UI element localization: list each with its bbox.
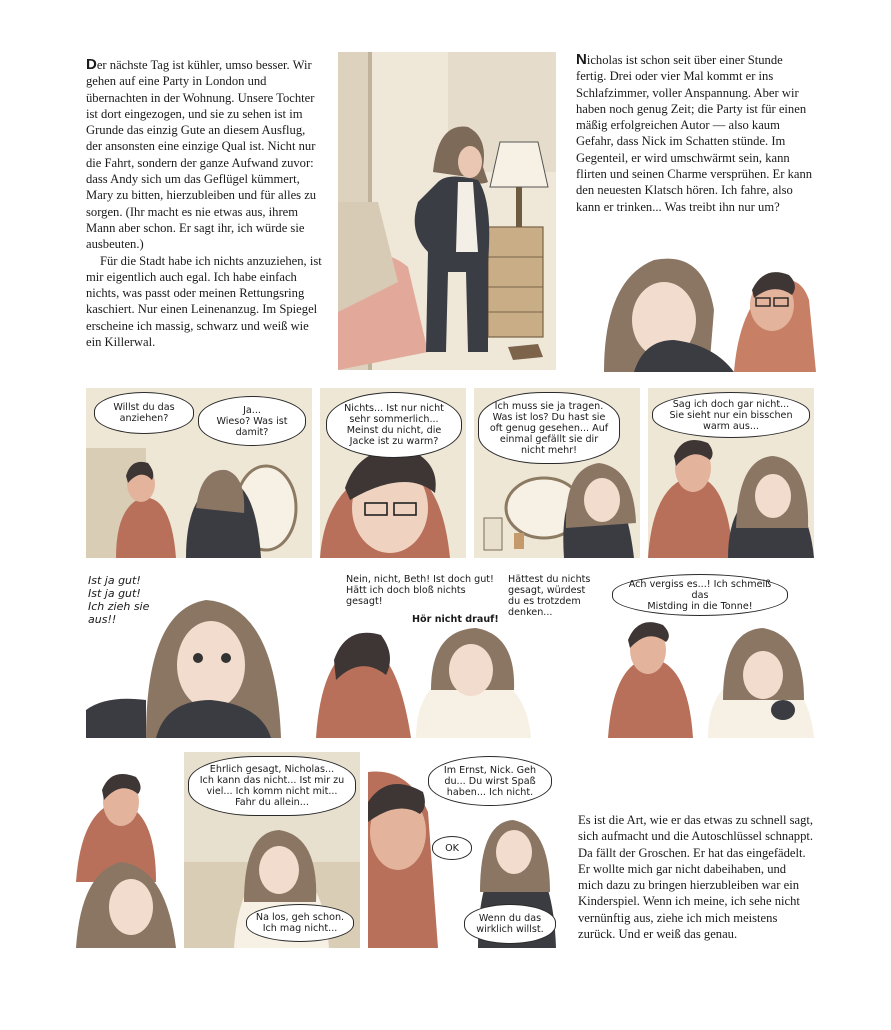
panel-bedroom — [338, 52, 556, 370]
panel-row3-3 — [608, 570, 814, 738]
speech-bubble-3: Nichts... Ist nur nicht sehr sommerlich... Meinst du nicht, die Jacke ist zu warm? — [326, 392, 462, 458]
speech-bubble-11: Ehrlich gesagt, Nicholas... Ich kann das nicht... Ist mir zu viel... Ich komm nicht mit... Fahr du allein... — [188, 756, 356, 816]
speech-bubble-1: Willst du das anziehen? — [94, 392, 194, 434]
prose-right — [576, 52, 814, 215]
panel-row2-2 — [320, 388, 466, 558]
panel-row2-4 — [648, 388, 814, 558]
speech-bubble-14: OK — [432, 836, 472, 860]
shout-text-1: Ist ja gut! Ist ja gut! Ich zieh sie aus!! — [88, 574, 150, 626]
speech-bubble-12: Na los, geh schon. Ich mag nicht... — [246, 904, 354, 942]
panel-row2-3 — [474, 388, 640, 558]
speech-bubble-15: Wenn du das wirklich willst. — [464, 904, 556, 944]
speech-text-8: Hör nicht drauf! — [412, 614, 499, 625]
speech-bubble-2: Ja... Wieso? Was ist damit? — [198, 396, 306, 446]
speech-text-7: Nein, nicht, Beth! Ist doch gut! Hätt ich doch bloß nichts gesagt! — [346, 574, 494, 607]
speech-bubble-4: Ich muss sie ja tragen. Was ist los? Du hast sie oft genug gesehen... Auf einmal gefällt sie dir nicht mehr! — [478, 392, 620, 464]
panel-row3-1 — [86, 570, 302, 738]
prose-left-para1: Der nächste Tag ist kühler, umso besser. Wir gehen auf eine Party in London und übernachten in der Wohnung. Unsere Tochter ist dort eingezogen, und sie zu sehen ist im Grunde das einzig Gute an diesem Ausflug, der ansonsten eine einzige Qual ist. Nicht nur die Fahrt, sondern der ganze Aufwand zuvor: dass Andy sich um das Geflügel kümmert, Mary zu bitten, hierzubleiben und für alles zu sorgen. (Ihr macht es nie etwas aus, ihrem Mann aber schon. Er sagt ihr, ich würde sie ausbeuten.) — [86, 56, 317, 252]
dropcap-n: N — [576, 51, 587, 68]
prose-right-para1: Nicholas ist schon seit über einer Stunde fertig. Drei oder vier Mal kommt er ins Schlafzimmer, voller Anspannung. Aber wir haben noch genug Zeit; die Party ist für einen mäßig erfolgreichen Autor — also kaum Gefahr, dass Nick im Schatten stünde. Im Gegenteil, er wird umschwärmt sein, kann flirten und seinen Charme versprühen. Er kann den neuesten Klatsch hören. Ich fahre, also kann er trinken... Was treibt ihn nur um? — [576, 51, 813, 214]
panel-row3-2 — [316, 570, 598, 738]
speech-bubble-13: Im Ernst, Nick. Geh du... Du wirst Spaß haben... Ich nicht. — [428, 756, 552, 806]
prose-left — [86, 57, 322, 350]
panel-couple-top — [594, 240, 816, 372]
panel-row2-1 — [86, 388, 312, 558]
couple-illustration — [594, 240, 816, 372]
prose-bottom-para1: Es ist die Art, wie er das etwas zu schnell sagt, sich aufmacht und die Autoschlüssel schnappt. Da fällt der Groschen. Er hat das eingefädelt. Er wollte mich gar nicht dabeihaben, und mich dazu zu bringen hierzubleiben war ein Kinderspiel. Wenn ich meine, ich sehe nicht vernünftig aus, ziehe ich mich meistens zurück. Und er weiß das genau. — [578, 813, 814, 942]
panel-row4-1 — [76, 752, 178, 948]
prose-left-para2: Für die Stadt habe ich nichts anzuziehen, ist mir eigentlich auch egal. Ich habe einfach nichts, was passt oder meinen Rettungsring kaschiert. Nur einen Leinenanzug. Im Spiegel erscheine ich massig, schwarz und weiß wie ein Killerwal. — [86, 253, 322, 350]
speech-bubble-5: Sag ich doch gar nicht... Sie sieht nur ein bisschen warm aus... — [652, 392, 810, 438]
panel-row4-2 — [184, 752, 360, 948]
dropcap-d: D — [86, 56, 97, 73]
speech-text-9: Hättest du nichts gesagt, würdest du es trotzdem denken... — [508, 574, 591, 618]
speech-bubble-10: Ach vergiss es...! Ich schmeiß das Mistding in die Tonne! — [612, 574, 788, 616]
prose-bottom — [578, 812, 814, 942]
bedroom-illustration — [338, 52, 556, 370]
panel-row4-3 — [368, 752, 556, 948]
